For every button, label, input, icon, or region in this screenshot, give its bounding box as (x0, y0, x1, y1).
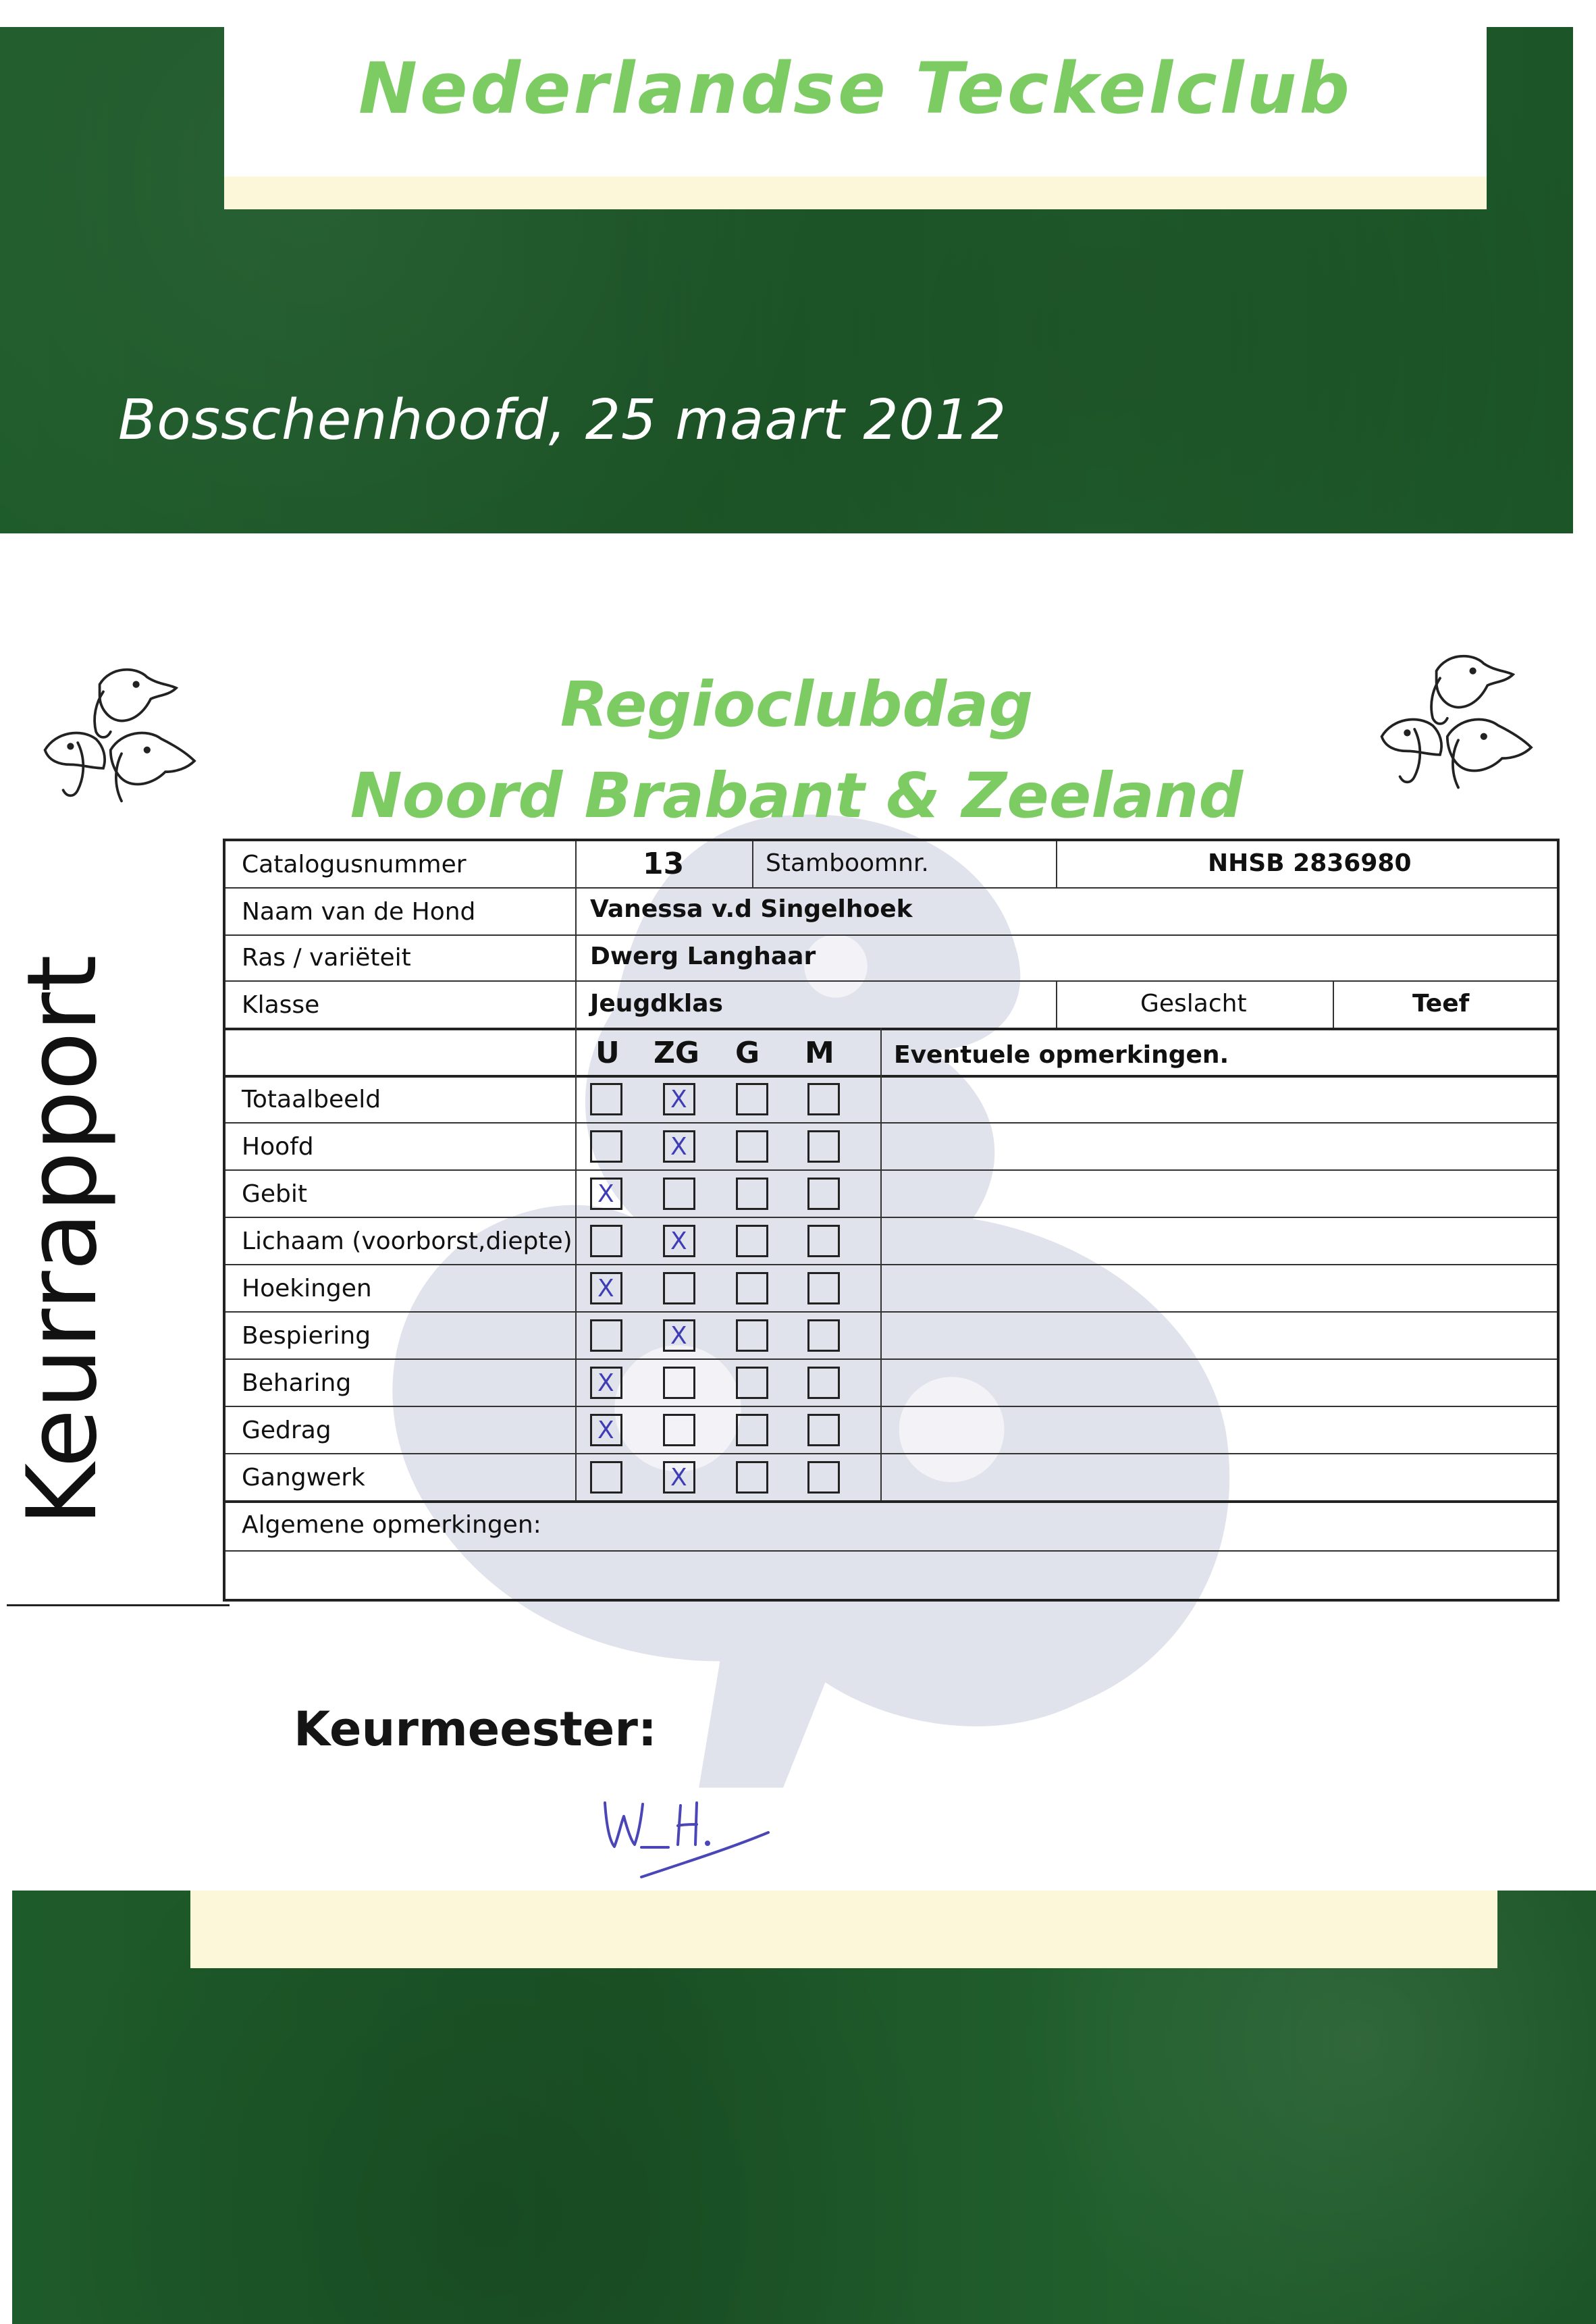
form-divider (575, 841, 577, 1500)
grade-header-u: U (595, 1036, 620, 1070)
grade-checkbox[interactable] (807, 1461, 840, 1494)
grade-checkbox[interactable] (590, 1367, 622, 1399)
form-divider (225, 1550, 1557, 1552)
grade-checkbox[interactable] (590, 1083, 622, 1115)
grade-header-m: M (805, 1036, 834, 1070)
remarks-header: Eventuele opmerkingen. (894, 1041, 1229, 1069)
criterion-label: Gangwerk (242, 1464, 365, 1491)
grade-checkbox[interactable] (736, 1272, 768, 1304)
form-divider (880, 1028, 882, 1500)
grade-header-g: G (735, 1036, 760, 1070)
check-mark-icon: X (597, 1180, 614, 1208)
grade-checkbox[interactable] (736, 1319, 768, 1352)
grade-checkbox[interactable] (736, 1414, 768, 1446)
form-divider (752, 841, 753, 887)
grade-checkbox[interactable] (590, 1130, 622, 1163)
grade-checkbox[interactable] (663, 1130, 695, 1163)
catalog-label: Catalogusnummer (242, 851, 467, 878)
grade-checkbox[interactable] (807, 1367, 840, 1399)
judging-form (223, 839, 1560, 1602)
dog-name-value: Vanessa v.d Singelhoek (590, 895, 913, 923)
check-mark-icon: X (597, 1275, 614, 1302)
event-title-line2: Noord Brabant & Zeeland (350, 760, 1244, 832)
class-value: Jeugdklas (590, 990, 723, 1018)
class-label: Klasse (242, 991, 320, 1019)
form-divider (1056, 980, 1057, 1028)
grade-checkbox[interactable] (807, 1414, 840, 1446)
check-mark-icon: X (670, 1086, 687, 1113)
club-title: Nederlandse Teckelclub (358, 47, 1352, 130)
grade-checkbox[interactable] (663, 1461, 695, 1494)
criterion-label: Beharing (242, 1369, 352, 1397)
form-divider (225, 1264, 1557, 1265)
grade-checkbox[interactable] (736, 1178, 768, 1210)
criterion-label: Gedrag (242, 1417, 331, 1444)
grade-checkbox[interactable] (663, 1272, 695, 1304)
form-divider (225, 1122, 1557, 1124)
grade-checkbox[interactable] (807, 1225, 840, 1257)
dachshund-heads-logo-right-icon (1367, 645, 1549, 814)
grade-header-zg: ZG (654, 1036, 700, 1070)
grade-checkbox[interactable] (663, 1178, 695, 1210)
criterion-label: Hoofd (242, 1133, 314, 1161)
side-divider (7, 1604, 230, 1606)
form-divider (225, 1406, 1557, 1407)
grade-checkbox[interactable] (807, 1083, 840, 1115)
form-divider (225, 1028, 1557, 1030)
criterion-label: Totaalbeeld (242, 1086, 381, 1113)
pedigree-label: Stamboomnr. (766, 849, 929, 877)
breed-label: Ras / variëteit (242, 944, 411, 972)
grade-checkbox[interactable] (590, 1225, 622, 1257)
grade-checkbox[interactable] (663, 1083, 695, 1115)
grade-checkbox[interactable] (663, 1319, 695, 1352)
form-divider (225, 1311, 1557, 1313)
check-mark-icon: X (597, 1369, 614, 1397)
grade-checkbox[interactable] (736, 1225, 768, 1257)
dog-name-label: Naam van de Hond (242, 898, 476, 926)
form-divider (225, 934, 1557, 936)
criterion-label: Lichaam (voorborst,diepte) (242, 1227, 573, 1255)
grade-checkbox[interactable] (807, 1272, 840, 1304)
check-mark-icon: X (670, 1322, 687, 1350)
judge-signature (601, 1782, 776, 1884)
grade-checkbox[interactable] (807, 1130, 840, 1163)
grade-checkbox[interactable] (663, 1367, 695, 1399)
form-divider (225, 1453, 1557, 1454)
criterion-label: Gebit (242, 1180, 308, 1208)
form-divider (225, 980, 1557, 982)
form-divider (225, 1217, 1557, 1218)
form-divider (1333, 980, 1334, 1028)
dachshund-heads-logo-left-icon (30, 658, 213, 827)
footer-plate (190, 1891, 1497, 1968)
grade-checkbox[interactable] (736, 1367, 768, 1399)
sex-value: Teef (1412, 990, 1470, 1018)
grade-checkbox[interactable] (736, 1083, 768, 1115)
grade-checkbox[interactable] (736, 1130, 768, 1163)
report-side-title: Keurrapport (7, 955, 118, 1526)
form-divider (225, 1500, 1557, 1503)
event-place-date: Bosschenhoofd, 25 maart 2012 (118, 388, 1007, 452)
grade-checkbox[interactable] (807, 1319, 840, 1352)
grade-checkbox[interactable] (590, 1414, 622, 1446)
grade-checkbox[interactable] (590, 1461, 622, 1494)
grade-checkbox[interactable] (590, 1272, 622, 1304)
form-divider (1056, 841, 1057, 887)
grade-checkbox[interactable] (736, 1461, 768, 1494)
catalog-value: 13 (643, 847, 685, 881)
criterion-label: Hoekingen (242, 1275, 372, 1302)
grade-checkbox[interactable] (590, 1319, 622, 1352)
check-mark-icon: X (670, 1133, 687, 1161)
grade-checkbox[interactable] (807, 1178, 840, 1210)
grade-checkbox[interactable] (590, 1178, 622, 1210)
criterion-label: Bespiering (242, 1322, 371, 1350)
form-divider (225, 1169, 1557, 1171)
check-mark-icon: X (670, 1464, 687, 1491)
judge-label: Keurmeester: (294, 1701, 657, 1757)
form-divider (225, 1358, 1557, 1360)
grade-checkbox[interactable] (663, 1414, 695, 1446)
breed-value: Dwerg Langhaar (590, 943, 816, 970)
grade-checkbox[interactable] (663, 1225, 695, 1257)
check-mark-icon: X (597, 1417, 614, 1444)
sex-label: Geslacht (1140, 990, 1247, 1018)
event-title-line1: Regioclubdag (560, 668, 1034, 741)
general-remarks-label: Algemene opmerkingen: (242, 1511, 541, 1539)
check-mark-icon: X (670, 1227, 687, 1255)
pedigree-value: NHSB 2836980 (1208, 849, 1412, 877)
form-divider (225, 1075, 1557, 1078)
form-divider (225, 887, 1557, 889)
